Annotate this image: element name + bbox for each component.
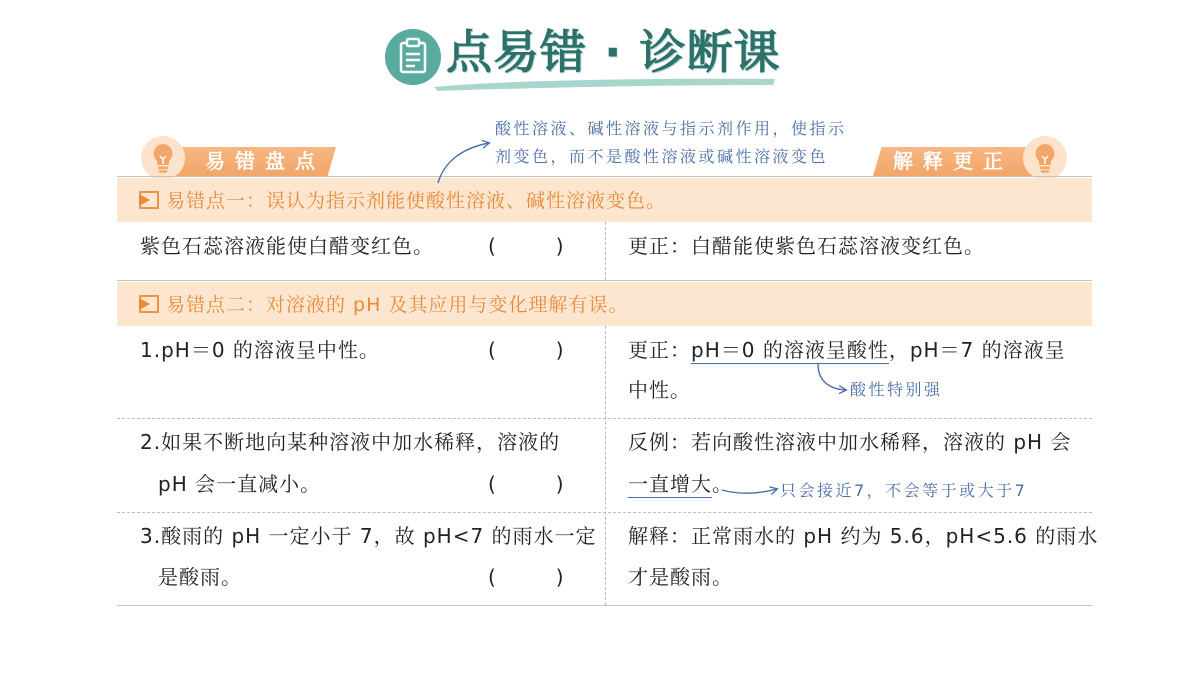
underlined-phrase: 一直增大 xyxy=(628,472,712,496)
row-rule xyxy=(117,512,1092,513)
column-divider xyxy=(605,222,606,280)
counter-example-line: 反例：若向酸性溶液中加水稀释，溶液的 pH 会 xyxy=(628,430,1072,454)
correction-prefix: 更正： xyxy=(628,338,691,362)
answer-bracket: ( ) xyxy=(488,338,564,362)
row-rule xyxy=(117,418,1092,419)
header-rule xyxy=(117,176,1092,177)
handwritten-note-line: 剂变色，而不是酸性溶液或碱性溶液变色 xyxy=(495,147,829,166)
curved-arrow-icon xyxy=(818,364,846,390)
bottom-rule xyxy=(117,605,1092,606)
curved-arrow-icon xyxy=(438,143,489,183)
mistake-statement: 是酸雨。 xyxy=(158,565,242,589)
answer-bracket: ( ) xyxy=(488,472,564,496)
row-rule xyxy=(117,280,1092,281)
handwritten-note: 只会接近7，不会等于或大于7 xyxy=(780,481,1028,500)
correction-suffix: ，pH＝7 的溶液呈 xyxy=(888,338,1066,362)
mistake-statement: pH 会一直减小。 xyxy=(158,472,322,496)
explanation-line: 才是酸雨。 xyxy=(628,565,733,589)
light-bulb-icon xyxy=(1020,135,1070,181)
underlined-phrase: pH＝0 的溶液呈酸性 xyxy=(691,338,889,362)
answer-bracket: ( ) xyxy=(488,234,564,258)
tab-explain-correct: 解释更正 xyxy=(893,149,1013,173)
mistake-statement: 1.pH＝0 的溶液呈中性。 xyxy=(140,338,380,362)
answer-bracket: ( ) xyxy=(488,565,564,589)
counter-example-suffix: 。 xyxy=(712,472,733,496)
light-bulb-icon xyxy=(138,135,188,181)
tab-mistake-review: 易错盘点 xyxy=(205,149,325,173)
explanation-line: 解释：正常雨水的 pH 约为 5.6，pH<5.6 的雨水 xyxy=(628,524,1099,548)
handwritten-note: 酸性特别强 xyxy=(850,380,943,399)
handwritten-note-line: 酸性溶液、碱性溶液与指示剂作用，使指示 xyxy=(495,119,847,138)
correction-line xyxy=(628,338,1066,362)
play-box-icon xyxy=(138,191,160,209)
mistake-statement: 2.如果不断地向某种溶液中加水稀释，溶液的 xyxy=(140,430,561,454)
page-title: 点易错 · 诊断课 xyxy=(446,25,781,79)
section-heading: 易错点二：对溶液的 pH 及其应用与变化理解有误。 xyxy=(166,294,629,316)
title-brush-underline xyxy=(432,74,777,92)
correction-text: 更正：白醋能使紫色石蕊溶液变红色。 xyxy=(628,234,985,258)
mistake-statement: 紫色石蕊溶液能使白醋变红色。 xyxy=(140,234,434,258)
counter-example-line xyxy=(628,472,733,496)
correction-line: 中性。 xyxy=(628,378,691,402)
column-divider xyxy=(605,326,606,605)
play-box-icon xyxy=(138,295,160,313)
mistake-statement: 3.酸雨的 pH 一定小于 7，故 pH<7 的雨水一定 xyxy=(140,524,597,548)
section-heading: 易错点一：误认为指示剂能使酸性溶液、碱性溶液变色。 xyxy=(166,190,667,212)
